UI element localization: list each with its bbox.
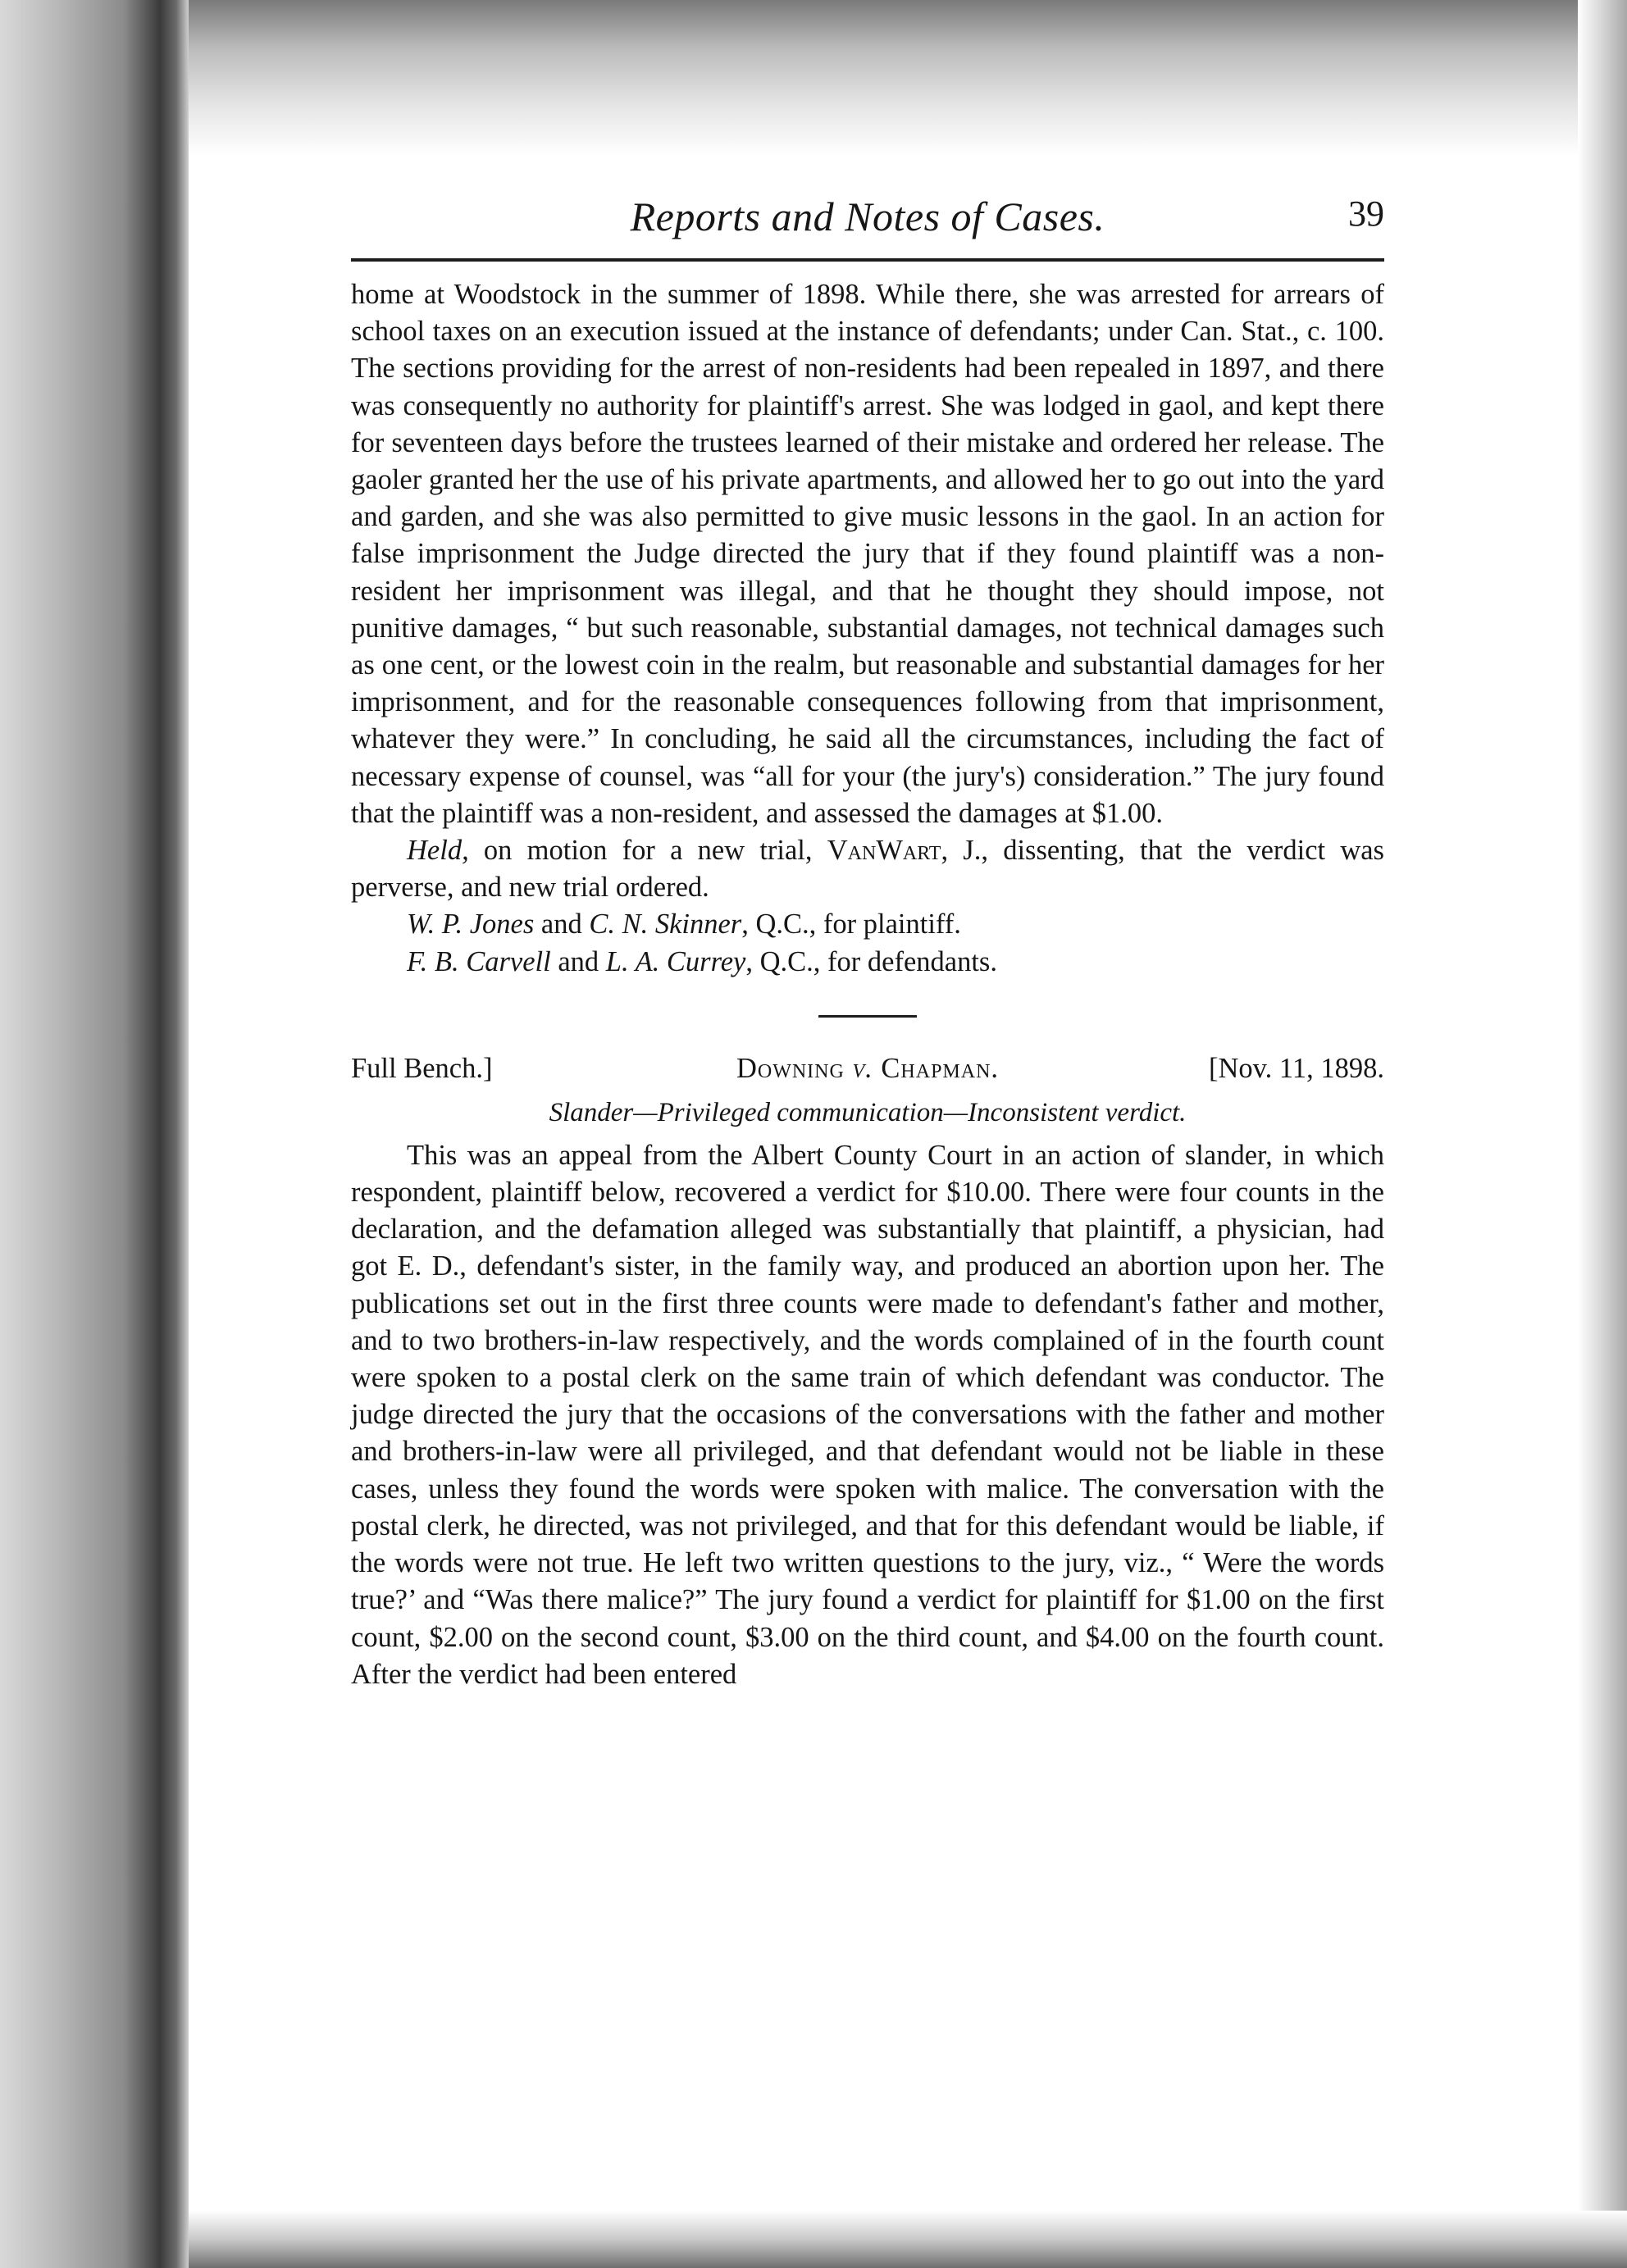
counsel-defendants-name1: F. B. Carvell — [407, 945, 551, 977]
scan-edge-top — [189, 0, 1627, 156]
case2-date: [Nov. 11, 1898. — [1208, 1052, 1384, 1084]
counsel-plaintiff-name2: C. N. Skinner — [589, 909, 742, 940]
held-rest: , J., dissenting, that the verdict was perverse, and new trial ordered. — [351, 835, 1384, 904]
case-separator — [818, 1015, 917, 1018]
header-rule — [351, 258, 1384, 262]
case2-subject: Slander—Privileged communication—Inconsistent verdict. — [549, 1097, 1187, 1127]
counsel-defendants — [351, 944, 1384, 981]
counsel-plaintiff-name1: W. P. Jones — [407, 909, 535, 940]
counsel-defendants-suffix: , Q.C., for defendants. — [745, 945, 997, 977]
case1-body: home at Woodstock in the summer of 1898. While there, she was arrested for arrears of school taxes on an execution issued at the instance of defendants; under Can. Stat., c. 100. The sections providing for the arrest of non-residents had been repealed in 1897, and there was consequently no authority for plaintiff's arrest. She was lodged in gaol, and kept there for seventeen days before the trustees learned of their mistake and ordered her release. The gaoler granted her the use of his private apartments, and allowed her to go out into the yard and garden, and she was also permitted to give music lessons in the gaol. In an action for false imprisonment the Judge directed the jury that if they found plaintiff was a non-resident her imprisonment was illegal, and that he thought they should impose, not punitive damages, “ but such reasonable, substantial damages, not technical damages such as one cent, or the lowest coin in the realm, but reasonable and substantial damages for her imprisonment, and for the reasonable consequences following from that imprisonment, whatever they were.” In concluding, he said all the circumstances, including the fact of necessary expense of counsel, was “all for your (the jury's) consideration.” The jury found that the plaintiff was a non-resident, and assessed the damages at $1.00. — [351, 279, 1384, 829]
scan-edge-right — [1578, 0, 1627, 2268]
counsel-defendants-and: and — [550, 945, 606, 977]
scan-edge-left — [0, 0, 189, 2268]
case2-party2: Chapman. — [873, 1052, 1000, 1084]
case2-heading — [351, 1050, 1384, 1091]
case2-court: Full Bench.] — [351, 1052, 493, 1084]
case1-holding — [351, 832, 1384, 906]
scan-edge-bottom — [189, 2211, 1627, 2268]
page-number: 39 — [1348, 194, 1384, 234]
case2-versus: v. — [852, 1052, 873, 1084]
case2-party1: Downing — [736, 1052, 853, 1084]
held-judge: VanWart — [827, 835, 941, 867]
counsel-plaintiff — [351, 906, 1384, 943]
page — [351, 184, 1384, 1693]
held-label: Held, — [407, 835, 469, 867]
counsel-plaintiff-suffix: , Q.C., for plaintiff. — [741, 909, 961, 940]
held-text: on motion for a new trial, — [468, 835, 827, 867]
case2-body: This was an appeal from the Albert County Court in an action of slander, in which respondent, plaintiff below, recovered a verdict for $10.00. There were four counts in the declaration, and the defamation alleged was substantially that plaintiff, a physician, had got E. D., defendant's sister, in the family way, and produced an abortion upon her. The publications set out in the first three counts were made to defendant's father and mother, and to two brothers-in-law respectively, and the words complained of in the fourth count were spoken to a postal clerk on the same train of which defendant was conductor. The judge directed the jury that the occasions of the conversations with the father and mother and brothers-in-law were all privileged, and that defendant would not be liable in these cases, unless they found the words were spoken with malice. The conversation with the postal clerk, he directed, was not privileged, and that for this defendant would be liable, if the words were not true. He left two written questions to the jury, viz., “ Were the words true?’ and “Was there malice?” The jury found a verdict for plaintiff for $1.00 on the first count, $2.00 on the second count, $3.00 on the third count, and $4.00 on the fourth count. After the verdict had been entered — [351, 1139, 1384, 1690]
counsel-plaintiff-and: and — [534, 909, 590, 940]
counsel-defendants-name2: L. A. Currey — [605, 945, 746, 977]
running-head — [351, 184, 1384, 258]
running-title: Reports and Notes of Cases. — [630, 194, 1105, 239]
